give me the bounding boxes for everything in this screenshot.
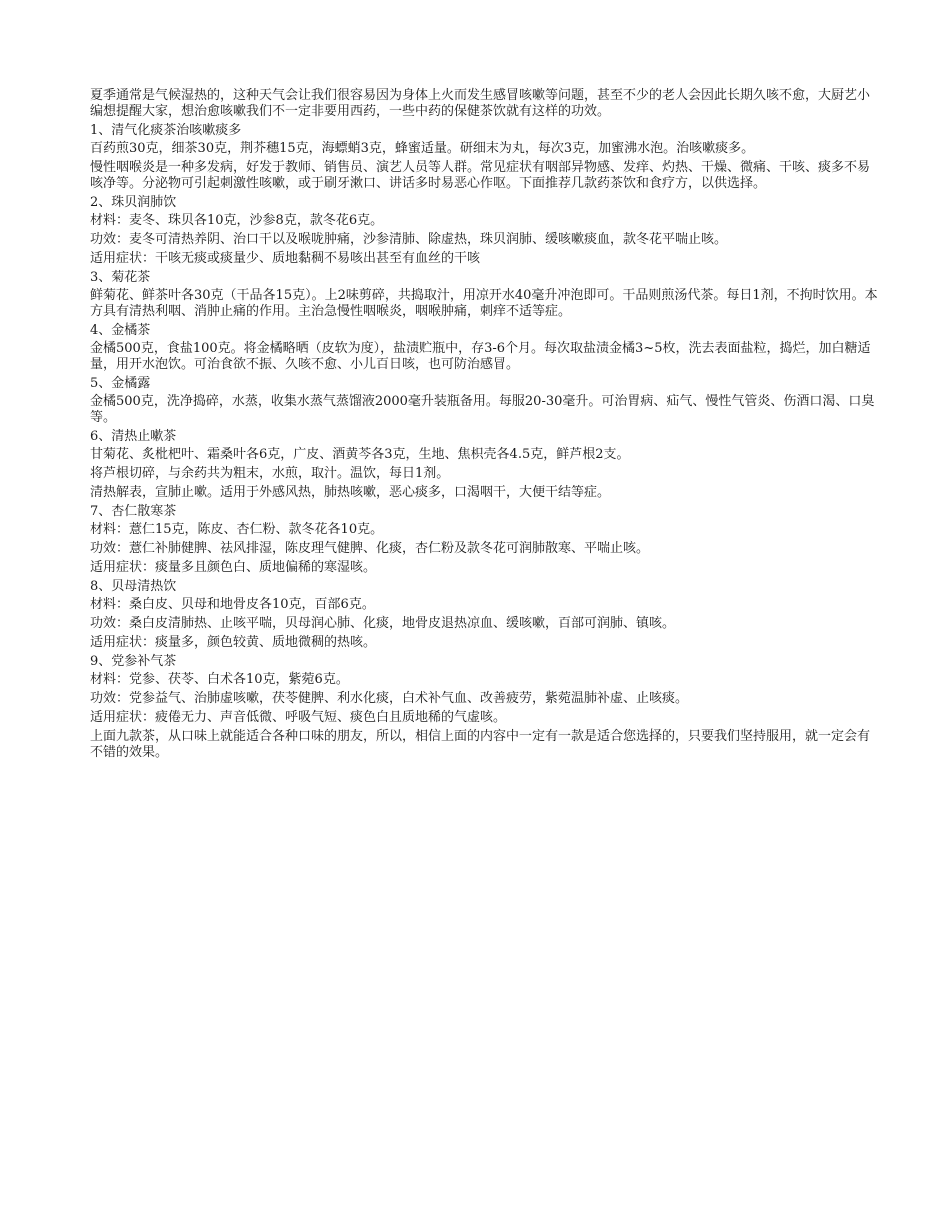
- section-heading: 8、贝母清热饮: [90, 579, 177, 594]
- section-heading: 5、金橘露: [90, 376, 151, 391]
- paragraph: 功效：桑白皮清肺热、止咳平喘，贝母润心肺、化痰，地骨皮退热凉血、缓咳嗽，百部可润肺、镇咳。: [90, 616, 676, 631]
- section-heading: 7、杏仁散寒茶: [90, 504, 177, 519]
- section-heading: 2、珠贝润肺饮: [90, 195, 177, 210]
- paragraph: 适用症状：痰量多，颜色较黄、质地微稠的热咳。: [90, 635, 377, 650]
- section-heading: 9、党参补气茶: [90, 654, 177, 669]
- section-heading: 4、金橘茶: [90, 323, 151, 338]
- paragraph: 材料：薏仁15克，陈皮、杏仁粉、款冬花各10克。: [90, 522, 384, 537]
- paragraph: 百药煎30克，细茶30克，荆芥穗15克，海螵蛸3克，蜂蜜适量。研细末为丸，每次3克，加蜜沸水泡。治咳嗽痰多。: [90, 141, 755, 156]
- paragraph: 金橘500克，洗净捣碎，水蒸，收集水蒸气蒸馏液2000毫升装瓶备用。每服20-30毫升。可治胃病、疝气、慢性气管炎、伤酒口渴、口臭等。: [90, 394, 875, 425]
- paragraph: 慢性咽喉炎是一种多发病，好发于教师、销售员、演艺人员等人群。常见症状有咽部异物感、发痒、灼热、干燥、微痛、干咳、痰多不易咳净等。分泌物可引起刺激性咳嗽，或于刷牙漱口、讲话多时易恶心作呕。下面推荐几款药茶饮和食疗方，以供选择。: [90, 160, 871, 191]
- section-heading: 6、清热止嗽茶: [90, 429, 177, 444]
- section-heading: 1、清气化痰茶治咳嗽痰多: [90, 123, 242, 138]
- paragraph: 甘菊花、炙枇杷叶、霜桑叶各6克，广皮、酒黄芩各3克，生地、焦枳壳各4.5克，鲜芦根2支。: [90, 447, 630, 462]
- paragraph: 鲜菊花、鲜茶叶各30克（干品各15克）。上2味剪碎，共捣取汁，用凉开水40毫升冲泡即可。干品则煎汤代茶。每日1剂，不拘时饮用。本方具有清热利咽、消肿止痛的作用。主治急慢性咽喉炎，咽喉肿痛，刺痒不适等症。: [90, 288, 878, 319]
- paragraph: 材料：党参、茯苓、白术各10克，紫菀6克。: [90, 672, 349, 687]
- paragraph: 功效：薏仁补肺健脾、祛风排湿，陈皮理气健脾、化痰，杏仁粉及款冬花可润肺散寒、平喘止咳。: [90, 541, 650, 556]
- paragraph: 清热解表，宣肺止嗽。适用于外感风热，肺热咳嗽，恶心痰多，口渴咽干，大便干结等症。: [90, 485, 611, 500]
- paragraph: 适用症状：痰量多且颜色白、质地偏稀的寒湿咳。: [90, 560, 377, 575]
- paragraph: 功效：党参益气、治肺虚咳嗽，茯苓健脾、利水化痰，白术补气血、改善疲劳，紫菀温肺补虚、止咳痰。: [90, 691, 689, 706]
- section-heading: 3、菊花茶: [90, 270, 151, 285]
- document-body: [90, 88, 880, 764]
- paragraph: 金橘500克，食盐100克。将金橘略晒（皮软为度），盐渍贮瓶中，存3-6个月。每次取盐渍金橘3~5枚，洗去表面盐粒，捣烂，加白糖适量，用开水泡饮。可治食欲不振、久咳不愈、小儿百日咳，也可防治感冒。: [90, 341, 871, 372]
- paragraph: 适用症状：疲倦无力、声音低微、呼吸气短、痰色白且质地稀的气虚咳。: [90, 710, 507, 725]
- paragraph: 适用症状：干咳无痰或痰量少、质地黏稠不易咳出甚至有血丝的干咳: [90, 251, 481, 266]
- paragraph: 功效：麦冬可清热养阴、治口干以及喉咙肿痛，沙参清肺、除虚热，珠贝润肺、缓咳嗽痰血，款冬花平喘止咳。: [90, 232, 728, 247]
- paragraph: 将芦根切碎，与余药共为粗末，水煎，取汁。温饮，每日1剂。: [90, 466, 450, 481]
- paragraph: 夏季通常是气候湿热的，这种天气会让我们很容易因为身体上火而发生感冒咳嗽等问题，甚至不少的老人会因此长期久咳不愈，大厨艺小编想提醒大家，想治愈咳嗽我们不一定非要用西药，一些中药的保健茶饮就有这样的功效。: [90, 88, 871, 119]
- paragraph: 材料：桑白皮、贝母和地骨皮各10克，百部6克。: [90, 597, 375, 612]
- paragraph: 材料：麦冬、珠贝各10克，沙参8克，款冬花6克。: [90, 213, 384, 228]
- paragraph: 上面九款茶，从口味上就能适合各种口味的朋友，所以，相信上面的内容中一定有一款是适合您选择的，只要我们坚持服用，就一定会有不错的效果。: [90, 729, 871, 760]
